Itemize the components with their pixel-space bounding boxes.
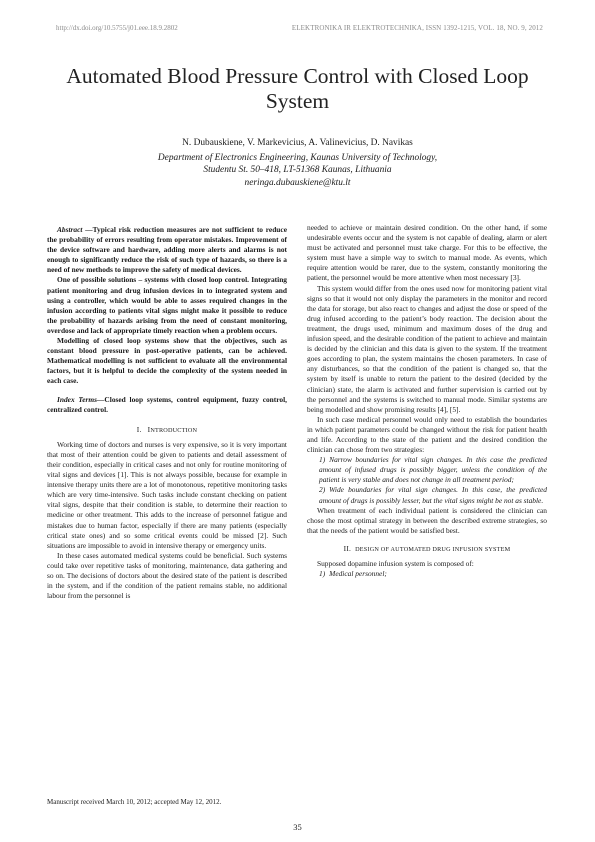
abstract-paragraph-3: Modelling of closed loop systems show that the objectives, such as constant blood pressure in post-operative patients, can be achieved. Mathematical modelling is not sufficient to evaluate all the environmental factors, but it is helpful to decide the complexity of the system needed in each case. [47,336,287,386]
section-heading-introduction [47,425,287,436]
intro-paragraph-2: In these cases automated medical systems could be beneficial. Such systems could take over repetitive tasks of monitoring, maintenance, data gathering and so on. The decisions of doctors about the desired state of the patient is described in the system, and if the condition of the patient remains stable, no additional labour from the personnel is [47,550,287,601]
body-paragraph-3: In such case medical personnel would only need to establish the boundaries in which patient parameters could be changed without the risk for patient health and life. According to the state of the patient and the desired condition the clinician can chose from two strategies: [307,414,547,455]
list-text: Narrow boundaries for vital sign changes. In this case the predicted amount of infused drugs is possibly bigger, unless the condition of the patient is very stable and does not change in all treatment period; [319,455,547,485]
list-text: Medical personnel; [329,569,387,579]
journal-header: ELEKTRONIKA IR ELEKTROTECHNIKA, ISSN 1392-1215, VOL. 18, NO. 9, 2012 [291,24,543,32]
intro-paragraph-1: Working time of doctors and nurses is very expensive, so it is very important that most of their attention could be given to patients and detail assessment of their condition, especially in critical cases and not only for routine monitoring of vital signs and devices [1]. This is not always possible, because for example in intensive therapy units there are a lot of monotonous, repetitive monitoring tasks which are very time-intensive. Such tasks include constant checking on patient vital signs, despite that their condition is stable, to determine their reaction to medicine or other treatment. This adds to the increase of personnel fatigue and mistakes due to human factor, especially if there are many patients (especially critical state ones) and so some critical events could be missed [2]. Such situations are impossible to avoid in intensive therapy or emergency units. [47,439,287,550]
body-paragraph-1: needed to achieve or maintain desired condition. On the other hand, if some undesirable events occur and the system is not capable of dealing, alarm or alert must be activated and personnel must take charge. For this to be effective, the system must have a simple way to switch to manual mode. As events, which require attention would be rarer, due to the system, constantly monitoring the patient, the personnel would be more attentive when most necessary [3]. [307,223,547,283]
list-number: 2) [319,485,326,495]
section-title: DESIGN OF AUTOMATED DRUG INFUSION SYSTEM [355,545,511,553]
strategy-list-item-2 [307,485,547,505]
right-column [307,223,547,579]
body-paragraph-4: When treatment of each individual patient is considered the clinician can chose the most optimal strategy in between the described extreme strategies, so that the needs of the patient would be satisfied best. [307,505,547,535]
left-column [47,225,287,601]
affiliation [40,152,555,189]
section-title-initial: I [147,424,151,434]
section-title-rest: NTRODUCTION [150,426,198,434]
index-terms-text: Closed loop systems, control equipment, fuzzy control, centralized control. [47,394,287,414]
page-number: 35 [293,822,302,832]
index-terms [47,395,287,415]
section-heading-design [307,544,547,555]
doi-link[interactable]: http://dx.doi.org/10.5755/j01.eee.18.9.2802 [56,24,178,32]
index-terms-label: Index Terms— [57,394,105,404]
abstract-paragraph-1 [47,225,287,275]
list-number: 1) [319,455,326,465]
list-number: 1) [319,569,326,579]
affiliation-department: Department of Electronics Engineering, Kaunas University of Technology, [157,153,438,163]
author-list: N. Dubauskiene, V. Markevicius, A. Valinevicius, D. Navikas [182,138,413,148]
strategy-list-item-1 [307,455,547,485]
abstract-text-1: Typical risk reduction measures are not sufficient to reduce the probability of errors resulting from operator mistakes. Improvement of the device software and hardware, adding more alerts and alarms is not enough to significantly reduce the risk of such type of hazards, so there is a need of new methods to improve the safety of medical devices. [47,225,287,275]
affiliation-email[interactable]: neringa.dubauskiene@ktu.lt [244,177,351,188]
affiliation-address: Studentu St. 50–418, LT-51368 Kaunas, Lithuania [203,165,392,176]
abstract-label: Abstract — [57,225,93,234]
body-paragraph-5: Supposed dopamine infusion system is composed of: [317,559,474,568]
paper-title: Automated Blood Pressure Control with Closed Loop System [66,64,529,113]
component-list-item-1 [307,569,547,579]
body-paragraph-2: This system would differ from the ones used now for monitoring patient vital signs so that it would not only display the parameters in the monitor and record the data for storage, but also react to changes and adjust the dose or speed of the drug infused according to the patient’s body reaction. The decision about the treatment, the drugs used, minimum and maximum doses of the drug and infusion speed, and the desirable condition of the patient to achieve and maintain is decided by the clinician and this data is given to the system. If the treatment goes according to plan, the system maintains the chosen parameters. In case of any disturbances, so that the condition of the patient is changed so, that the system by itself is unable to return the patient to the desired (decided by the clinician) state, the alarm is activated and further supervision is carried out by the personnel and the systems is switched to manual mode. Similar systems are being modelled and show promising results [4], [5]. [307,283,547,414]
manuscript-footnote: Manuscript received March 10, 2012; accepted May 12, 2012. [47,798,222,806]
list-text: Wide boundaries for vital sign changes. In this case, the predicted amount of drugs is possibly lesser, but the vital signs might be not as stable. [319,485,547,505]
abstract-paragraph-2: One of possible solutions – systems with closed loop control. Integrating patient monitoring and drug infusion devices in to integrated system and using a controller, which would be able to asses required changes in the infusion according to patients vital signs might make it possible to reduce the probability of hazards arising from the need of constant monitoring, overdose and lack of appropriate timely reaction when a problem occurs. [47,275,287,335]
section-number: I. [136,424,142,434]
section-number: II. [343,543,352,553]
